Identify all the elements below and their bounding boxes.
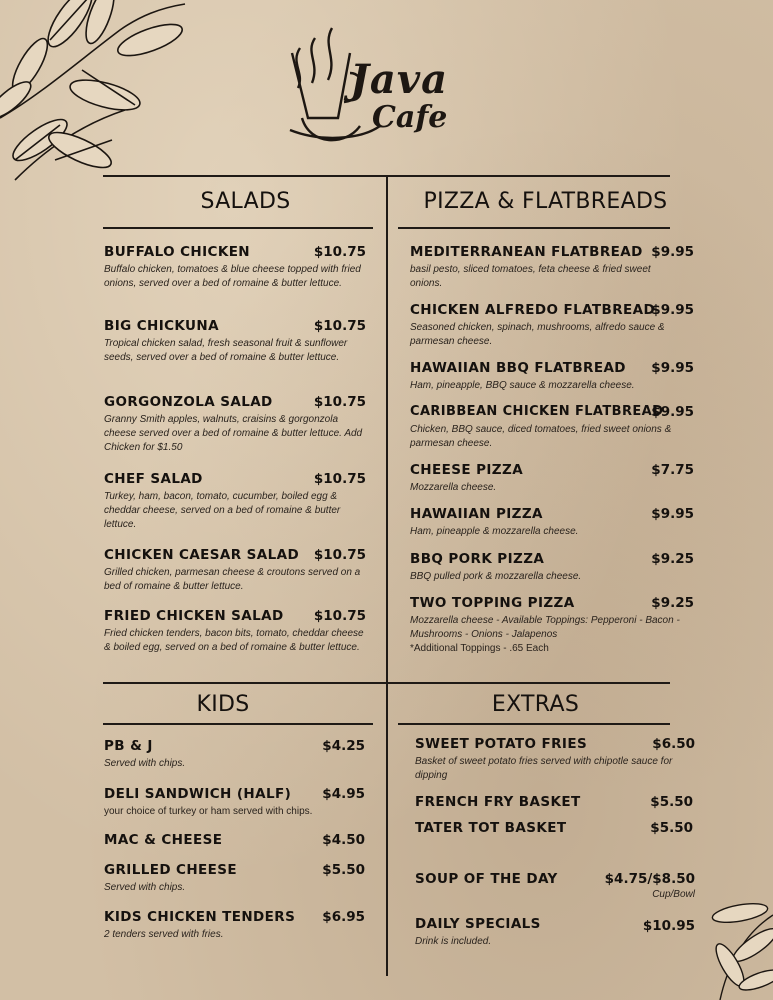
brand-line2: Cafe	[372, 100, 448, 135]
item-name: KIDS CHICKEN TENDERS	[104, 909, 296, 925]
kids-heading: KIDS	[196, 692, 250, 717]
item-price: $9.95	[651, 506, 694, 522]
menu-item	[104, 394, 366, 455]
item-description: Granny Smith apples, walnuts, craisins & gorgonzola cheese served over a bed of romaine & butter lettuce. Add Chicken for $1.50	[104, 414, 363, 453]
item-price: $4.75/$8.50	[604, 871, 695, 887]
java-cafe-logo	[280, 18, 480, 158]
item-description: Turkey, ham, bacon, tomato, cucumber, boiled egg & cheddar cheese, served on a bed of romaine & butter lettuce.	[104, 491, 341, 530]
item-price: $10.95	[642, 918, 695, 934]
salads-heading: SALADS	[200, 189, 291, 214]
item-name: MEDITERRANEAN FLATBREAD	[410, 244, 643, 260]
menu-item	[104, 909, 365, 942]
item-description: Drink is included.	[415, 936, 492, 947]
item-name: MAC & CHEESE	[104, 832, 223, 848]
item-name: BUFFALO CHICKEN	[104, 244, 251, 260]
item-name: CHICKEN ALFREDO FLATBREAD	[410, 302, 656, 318]
menu-item	[104, 738, 365, 771]
menu-item	[410, 244, 694, 291]
item-name: SOUP OF THE DAY	[415, 871, 558, 887]
item-description: Served with chips.	[104, 758, 186, 769]
item-price: $9.95	[651, 302, 694, 318]
item-description: 2 tenders served with fries.	[104, 929, 224, 940]
item-name: PB & J	[104, 738, 153, 754]
item-price: $10.75	[313, 318, 366, 334]
item-description: your choice of turkey or ham served with chips.	[104, 806, 313, 817]
item-description: Fried chicken tenders, bacon bits, tomato, cheddar cheese & boiled egg, served on a bed of romaine & butter lettuce.	[104, 628, 364, 653]
item-description: Buffalo chicken, tomatoes & blue cheese topped with fried onions, served over a bed of romaine & butter lettuce.	[104, 264, 361, 289]
menu-item	[410, 462, 694, 495]
menu-item	[415, 820, 693, 838]
menu-item	[410, 551, 694, 584]
item-name: GORGONZOLA SALAD	[104, 394, 273, 410]
item-name: TATER TOT BASKET	[415, 820, 567, 836]
leaf-branch-top-left	[0, 0, 210, 185]
item-description: Chicken, BBQ sauce, diced tomatoes, fried sweet onions & parmesan cheese.	[410, 424, 672, 449]
item-name: FRIED CHICKEN SALAD	[104, 608, 284, 624]
item-name: HAWAIIAN BBQ FLATBREAD	[410, 360, 626, 376]
item-name: CHEF SALAD	[104, 471, 203, 487]
item-price: $6.50	[652, 736, 695, 752]
item-description: Tropical chicken salad, fresh seasonal fruit & sunflower seeds, served over a bed of romaine & butter lettuce.	[104, 338, 348, 363]
menu-item	[410, 360, 694, 393]
menu-item	[104, 318, 366, 365]
item-description: basil pesto, sliced tomatoes, feta cheese & fried sweet onions.	[410, 264, 651, 289]
item-name: CHICKEN CAESAR SALAD	[104, 547, 300, 563]
item-name: TWO TOPPING PIZZA	[410, 595, 575, 611]
item-description: Mozzarella cheese - Available Toppings: Pepperoni - Bacon - Mushrooms - Onions - Jalapenos	[410, 615, 680, 640]
item-note: Cup/Bowl	[652, 889, 695, 900]
item-price: $10.75	[313, 547, 366, 563]
item-price: $5.50	[322, 862, 365, 878]
item-name: GRILLED CHEESE	[104, 862, 238, 878]
menu-item	[410, 404, 694, 451]
item-price: $9.25	[651, 551, 694, 567]
menu-item	[104, 832, 365, 850]
item-price: $9.95	[651, 404, 694, 420]
item-name: HAWAIIAN PIZZA	[410, 506, 543, 522]
item-price: $7.75	[651, 462, 694, 478]
item-description: Seasoned chicken, spinach, mushrooms, alfredo sauce & parmesan cheese.	[410, 322, 665, 347]
divider-vertical	[386, 176, 388, 976]
item-price: $5.50	[650, 820, 693, 836]
divider-extras-heading	[398, 723, 670, 725]
menu-item	[410, 595, 694, 656]
item-name: BIG CHICKUNA	[104, 318, 219, 334]
item-price: $10.75	[313, 394, 366, 410]
item-name: SWEET POTATO FRIES	[415, 736, 588, 752]
menu-item	[104, 547, 366, 594]
item-description: Ham, pineapple & mozzarella cheese.	[410, 526, 579, 537]
item-price: $4.50	[322, 832, 365, 848]
item-description: Ham, pineapple, BBQ sauce & mozzarella cheese.	[410, 380, 635, 391]
item-description: Basket of sweet potato fries served with chipotle sauce for dipping	[415, 756, 673, 781]
item-name: CARIBBEAN CHICKEN FLATBREAD	[410, 404, 664, 419]
menu-item	[104, 786, 365, 819]
pizza-heading: PIZZA & FLATBREADS	[423, 189, 668, 214]
menu-item	[410, 506, 694, 539]
extras-heading: EXTRAS	[491, 692, 580, 717]
item-name: FRENCH FRY BASKET	[415, 794, 581, 810]
item-description: BBQ pulled pork & mozzarella cheese.	[410, 571, 582, 582]
item-price: $9.95	[651, 360, 694, 376]
item-name: CHEESE PIZZA	[410, 462, 524, 478]
menu-item	[104, 862, 365, 895]
item-price: $9.25	[651, 595, 694, 611]
item-price: $10.75	[313, 244, 366, 260]
menu-item	[104, 608, 366, 655]
item-description: Served with chips.	[104, 882, 186, 893]
divider-pizza-heading	[398, 227, 670, 229]
item-note: *Additional Toppings - .65 Each	[410, 643, 549, 654]
item-price: $4.25	[322, 738, 365, 754]
menu-item	[415, 916, 695, 949]
divider-kids-heading	[103, 723, 373, 725]
brand-line1: Java	[350, 56, 449, 103]
item-name: DELI SANDWICH (HALF)	[104, 786, 292, 802]
item-price: $10.75	[313, 608, 366, 624]
menu-item	[104, 471, 366, 532]
item-price: $9.95	[651, 244, 694, 260]
menu-item	[415, 794, 693, 812]
item-name: BBQ PORK PIZZA	[410, 551, 545, 567]
item-description: Grilled chicken, parmesan cheese & croutons served on a bed of romaine & butter lettuce.	[104, 567, 361, 592]
item-price: $10.75	[313, 471, 366, 487]
menu-item	[415, 871, 695, 900]
leaf-branch-bottom-right	[700, 895, 773, 1000]
item-price: $4.95	[322, 786, 365, 802]
divider-salads-heading	[103, 227, 373, 229]
menu-item	[104, 244, 366, 291]
menu-item	[410, 302, 694, 349]
menu-item	[415, 736, 695, 783]
item-price: $5.50	[650, 794, 693, 810]
item-name: DAILY SPECIALS	[415, 916, 541, 932]
item-description: Mozzarella cheese.	[410, 482, 497, 493]
item-price: $6.95	[322, 909, 365, 925]
